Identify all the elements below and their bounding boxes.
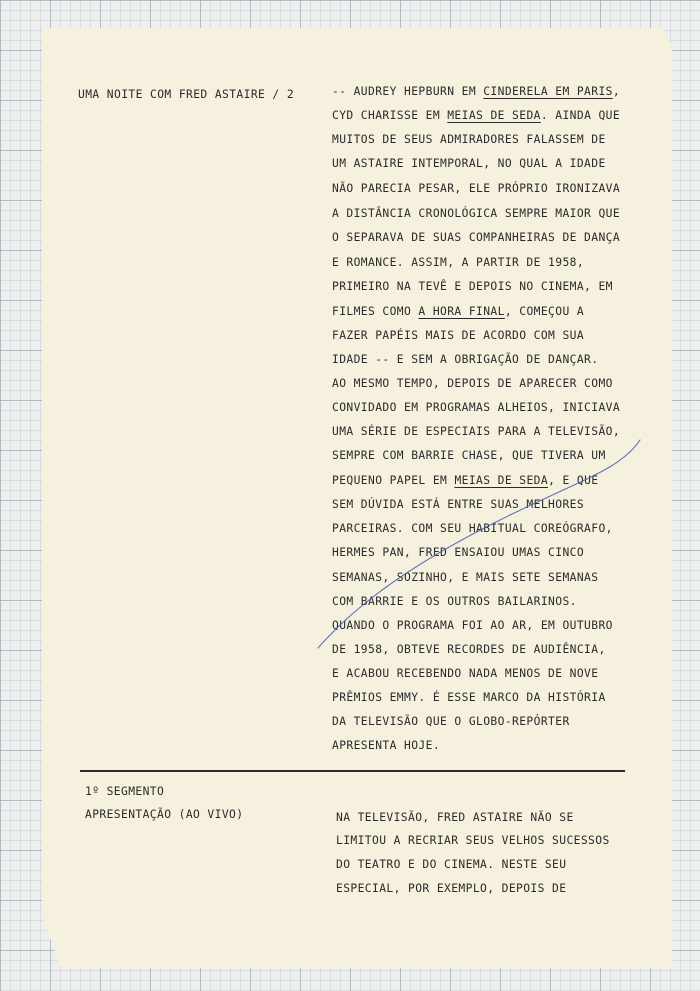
text-line-13: AO MESMO TEMPO, DEPOIS DE APARECER COMO [332, 377, 613, 390]
text-line-19: PARCEIRAS. COM SEU HABITUAL COREÓGRAFO, [332, 522, 613, 535]
text-line-17: PEQUENO PAPEL EM MEIAS DE SEDA, E QUE [332, 474, 599, 487]
text-line-9: PRIMEIRO NA TEVÊ E DEPOIS NO CINEMA, EM [332, 280, 613, 293]
text-line-4: UM ASTAIRE INTEMPORAL, NO QUAL A IDADE [332, 157, 606, 170]
text-line-20: HERMES PAN, FRED ENSAIOU UMAS CINCO [332, 546, 585, 559]
film-title-meias-de-seda: MEIAS DE SEDA [447, 109, 541, 122]
text-line-23: QUANDO O PROGRAMA FOI AO AR, EM OUTUBRO [332, 619, 613, 632]
text-line-3: MUITOS DE SEUS ADMIRADORES FALASSEM DE [332, 133, 606, 146]
text-line-7: O SEPARAVA DE SUAS COMPANHEIRAS DE DANÇA [332, 231, 621, 244]
text-line-21: SEMANAS, SOZINHO, E MAIS SETE SEMANAS [332, 571, 599, 584]
text-line-1: -- AUDREY HEPBURN EM CINDERELA EM PARIS, [332, 85, 621, 98]
text-line-24: DE 1958, OBTEVE RECORDES DE AUDIÊNCIA, [332, 643, 606, 656]
text-line-11: FAZER PAPÉIS MAIS DE ACORDO COM SUA [332, 329, 585, 342]
text-line-12: IDADE -- E SEM A OBRIGAÇÃO DE DANÇAR. [332, 353, 599, 366]
text-line-26: PRÊMIOS EMMY. É ESSE MARCO DA HISTÓRIA [332, 691, 606, 704]
text-line-15: UMA SÉRIE DE ESPECIAIS PARA A TELEVISÃO, [332, 425, 621, 438]
text-line-2: CYD CHARISSE EM MEIAS DE SEDA. AINDA QUE [332, 109, 621, 122]
text-line-27: DA TELEVISÃO QUE O GLOBO-REPÓRTER [332, 715, 570, 728]
segment-heading: 1º SEGMENTO [85, 785, 165, 798]
film-title-cinderela-em-paris: CINDERELA EM PARIS [483, 85, 613, 98]
section-divider [80, 770, 625, 772]
segment-text-line-2: LIMITOU A RECRIAR SEUS VELHOS SUCESSOS [336, 834, 610, 847]
text-line-28: APRESENTA HOJE. [332, 739, 441, 752]
film-title-a-hora-final: A HORA FINAL [418, 305, 505, 318]
page-header-title: UMA NOITE COM FRED ASTAIRE / 2 [78, 88, 295, 101]
text-line-25: E ACABOU RECEBENDO NADA MENOS DE NOVE [332, 667, 599, 680]
segment-text-line-1: NA TELEVISÃO, FRED ASTAIRE NÃO SE [336, 811, 574, 824]
film-title-meias-de-seda-2: MEIAS DE SEDA [454, 474, 549, 487]
text-line-18: SEM DÚVIDA ESTÁ ENTRE SUAS MELHORES [332, 498, 585, 511]
text-line-22: COM BARRIE E OS OUTROS BAILARINOS. [332, 595, 577, 608]
text-line-10: FILMES COMO A HORA FINAL, COMEÇOU A [332, 305, 585, 318]
text-line-5: NÃO PARECIA PESAR, ELE PRÓPRIO IRONIZAVA [332, 182, 621, 195]
segment-direction: APRESENTAÇÃO (AO VIVO) [85, 808, 244, 821]
segment-text-line-3: DO TEATRO E DO CINEMA. NESTE SEU [336, 858, 567, 871]
text-line-16: SEMPRE COM BARRIE CHASE, QUE TIVERA UM [332, 449, 606, 462]
text-line-6: A DISTÂNCIA CRONOLÓGICA SEMPRE MAIOR QUE [332, 207, 621, 220]
text-line-8: E ROMANCE. ASSIM, A PARTIR DE 1958, [332, 256, 585, 269]
text-line-14: CONVIDADO EM PROGRAMAS ALHEIOS, INICIAVA [332, 401, 621, 414]
segment-text-line-4: ESPECIAL, POR EXEMPLO, DEPOIS DE [336, 882, 567, 895]
